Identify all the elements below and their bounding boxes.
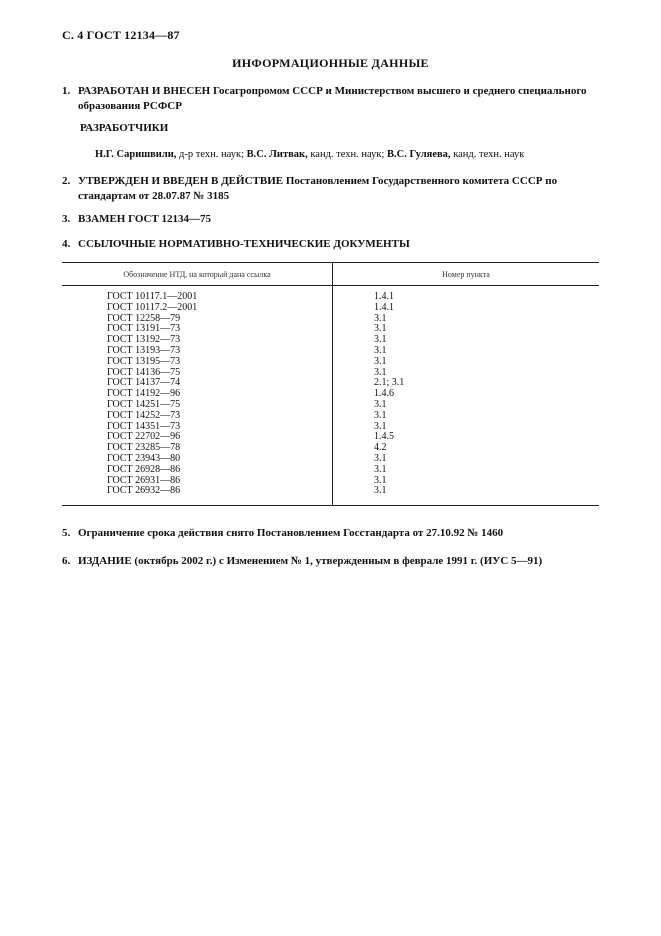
developer-degree: канд. техн. наук;	[307, 149, 388, 160]
clause-number-cell: 1.4.1	[374, 291, 394, 302]
clause-number-cell: 3.1	[374, 452, 387, 464]
clause-number-cell: 3.1	[333, 486, 600, 505]
document-designation-cell: ГОСТ 23943—80	[62, 454, 333, 465]
table-body	[62, 286, 599, 506]
developer-degree: канд. техн. наук	[450, 149, 525, 160]
document-designation-cell: ГОСТ 14252—73	[62, 411, 333, 422]
section-number: 1.	[62, 85, 71, 97]
document-designation-cell: ГОСТ 14251—75	[62, 400, 333, 411]
document-designation-cell: ГОСТ 14351—73	[62, 422, 333, 433]
section-text: ИЗДАНИЕ (октябрь 2002 г.) с Изменением № 1, утвержденным в феврале 1991 г. (ИУС 5—91)	[78, 555, 543, 567]
clause-number-cell: 3.1	[374, 344, 387, 356]
document-designation-cell: ГОСТ 22702—96	[62, 432, 333, 443]
section-number: 6.	[62, 555, 71, 567]
document-designation-cell: ГОСТ 26931—86	[62, 476, 333, 487]
clause-number-cell: 3.1	[374, 398, 387, 410]
document-designation-cell: ГОСТ 13192—73	[62, 335, 333, 346]
document-designation-cell: ГОСТ 26932—86	[62, 486, 333, 505]
document-designation-cell: ГОСТ 14137—74	[62, 378, 333, 389]
table-row	[62, 303, 599, 314]
document-title: ИНФОРМАЦИОННЫЕ ДАННЫЕ	[232, 56, 429, 70]
document-designation-cell: ГОСТ 12258—79	[62, 314, 333, 325]
developers-list	[95, 149, 524, 160]
document-designation-cell: ГОСТ 10117.2—2001	[62, 303, 333, 314]
developer-name: В.С. Гуляева,	[387, 149, 451, 160]
page-header: С. 4 ГОСТ 12134—87	[62, 28, 180, 42]
section-text: ВЗАМЕН ГОСТ 12134—75	[78, 213, 212, 225]
clause-number-cell: 3.1	[374, 474, 387, 486]
clause-number-cell: 3.1	[374, 312, 387, 324]
document-designation-cell: ГОСТ 13191—73	[62, 324, 333, 335]
table-row	[62, 465, 599, 476]
reference-documents-table	[62, 262, 599, 506]
document-designation-cell: ГОСТ 14136—75	[62, 368, 333, 379]
developer-degree: д-р техн. наук;	[176, 149, 247, 160]
section-number: 5.	[62, 527, 71, 539]
developer-name: В.С. Литвак,	[246, 149, 308, 160]
table-row	[62, 357, 599, 368]
clause-number-cell: 4.2	[374, 442, 387, 454]
clause-number-cell: 1.4.6	[374, 388, 394, 400]
clause-number-cell: 1.4.1	[374, 301, 394, 313]
section-number: 2.	[62, 175, 71, 187]
document-designation-cell: ГОСТ 23285—78	[62, 443, 333, 454]
developers-heading: РАЗРАБОТЧИКИ	[80, 122, 169, 134]
developer-name: Н.Г. Саришвили,	[95, 149, 177, 160]
clause-number-cell: 3.1	[374, 409, 387, 421]
clause-number-cell: 3.1	[374, 420, 387, 432]
section-text: ССЫЛОЧНЫЕ НОРМАТИВНО-ТЕХНИЧЕСКИЕ ДОКУМЕНТЫ	[78, 238, 410, 250]
clause-number-cell: 3.1	[374, 366, 387, 378]
clause-number-cell: 3.1	[374, 334, 387, 346]
table-row	[62, 411, 599, 422]
clause-number-cell: 3.1	[374, 323, 387, 335]
clause-number-cell: 1.4.5	[374, 431, 394, 443]
document-designation-cell: ГОСТ 13193—73	[62, 346, 333, 357]
clause-number-cell: 2.1; 3.1	[374, 377, 405, 389]
document-designation-cell: ГОСТ 14192—96	[62, 389, 333, 400]
section-number: 4.	[62, 238, 71, 250]
document-designation-cell: ГОСТ 26928—86	[62, 465, 333, 476]
section-number: 3.	[62, 213, 71, 225]
clause-number-cell: 3.1	[374, 463, 387, 475]
document-designation-cell: ГОСТ 10117.1—2001	[62, 286, 333, 303]
clause-number-cell: 3.1	[374, 355, 387, 367]
table-row	[62, 286, 599, 303]
column-header-document: Обозначение НТД, на который дана ссылка	[62, 263, 333, 286]
section-text: РАЗРАБОТАН И ВНЕСЕН Госагропромом СССР и Министерством высшего и среднего специального образования РСФСР	[78, 85, 587, 112]
section-text: УТВЕРЖДЕН И ВВЕДЕН В ДЕЙСТВИЕ Постановлением Государственного комитета СССР по стандартам от 28.07.87 № 3185	[78, 175, 558, 202]
column-header-clause: Номер пункта	[333, 263, 600, 286]
document-designation-cell: ГОСТ 13195—73	[62, 357, 333, 368]
section-text: Ограничение срока действия снято Постановлением Госстандарта от 27.10.92 № 1460	[78, 527, 504, 539]
table-header-row	[62, 263, 599, 286]
table-row	[62, 486, 599, 505]
